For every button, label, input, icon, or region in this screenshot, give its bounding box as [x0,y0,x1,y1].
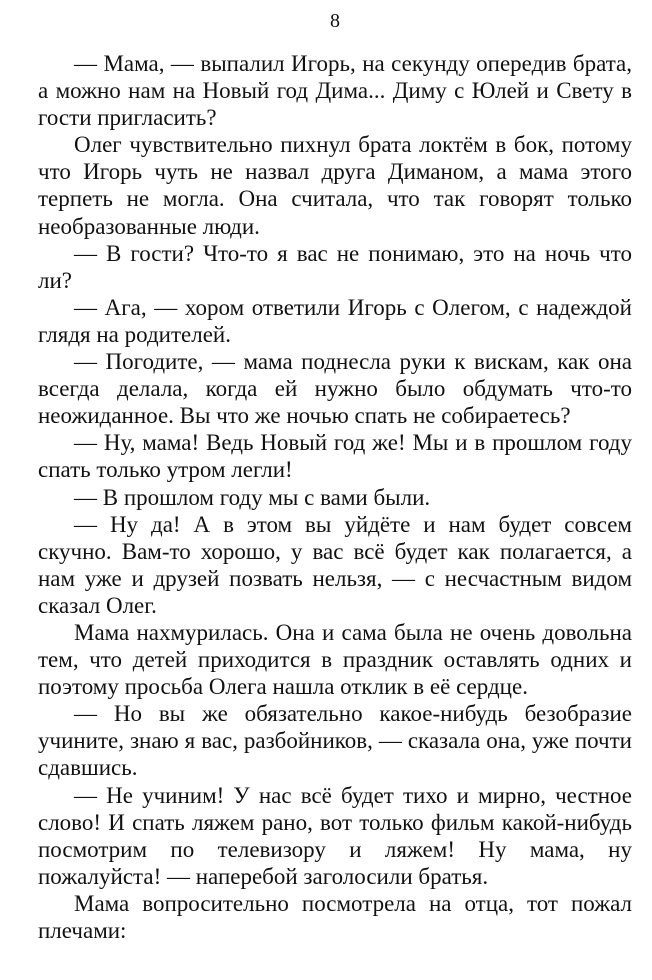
paragraph: — Но вы же обязательно какое-нибудь безобразие учините, знаю я вас, разбойников, — сказала она, уже почти сдавшись. [38,701,632,781]
paragraph: — Ну да! А в этом вы уйдёте и нам будет совсем скучно. Вам-то хорошо, у вас всё будет как полагается, а нам уже и друзей позвать нельзя, — с несчастным видом сказал Олег. [38,511,632,618]
page-number: 8 [330,10,340,32]
paragraph: — В гости? Что-то я вас не понимаю, это на ночь что ли? [38,240,632,293]
paragraph: Олег чувствительно пихнул брата локтём в бок, потому что Игорь чуть не назвал друга Диманом, а мама этого терпеть не могла. Она считала, что так говорят только необразованные люди. [38,132,632,239]
paragraph: — В прошлом году мы с вами были. [74,484,431,510]
paragraph: — Мама, — выпалил Игорь, на секунду опередив брата, а можно нам на Новый год Дима... Диму с Юлей и Свету в гости пригласить? [38,51,632,131]
paragraph: — Погодите, — мама поднесла руки к вискам, как она всегда делала, когда ей нужно было обдумать что-то неожиданное. Вы что же ночью спать не собираетесь? [38,349,632,429]
paragraph: — Не учиним! У нас всё будет тихо и мирно, честное слово! И спать ляжем рано, вот только фильм какой-нибудь посмотрим по телевизору и ляжем! Ну мама, ну пожалуйста! — наперебой заголосили братья. [38,782,632,889]
paragraph: Мама вопросительно посмотрела на отца, тот пожал плечами: [38,890,632,943]
book-page [38,8,632,944]
paragraph: — Ага, — хором ответили Игорь с Олегом, с надеждой глядя на родителей. [38,294,632,347]
paragraph: Мама нахмурилась. Она и сама была не очень довольна тем, что детей приходится в праздник оставлять одних и поэтому просьба Олега нашла отклик в её сердце. [38,619,632,700]
paragraph: — Ну, мама! Ведь Новый год же! Мы и в прошлом году спать только утром легли! [38,430,632,483]
body-text [38,50,632,944]
